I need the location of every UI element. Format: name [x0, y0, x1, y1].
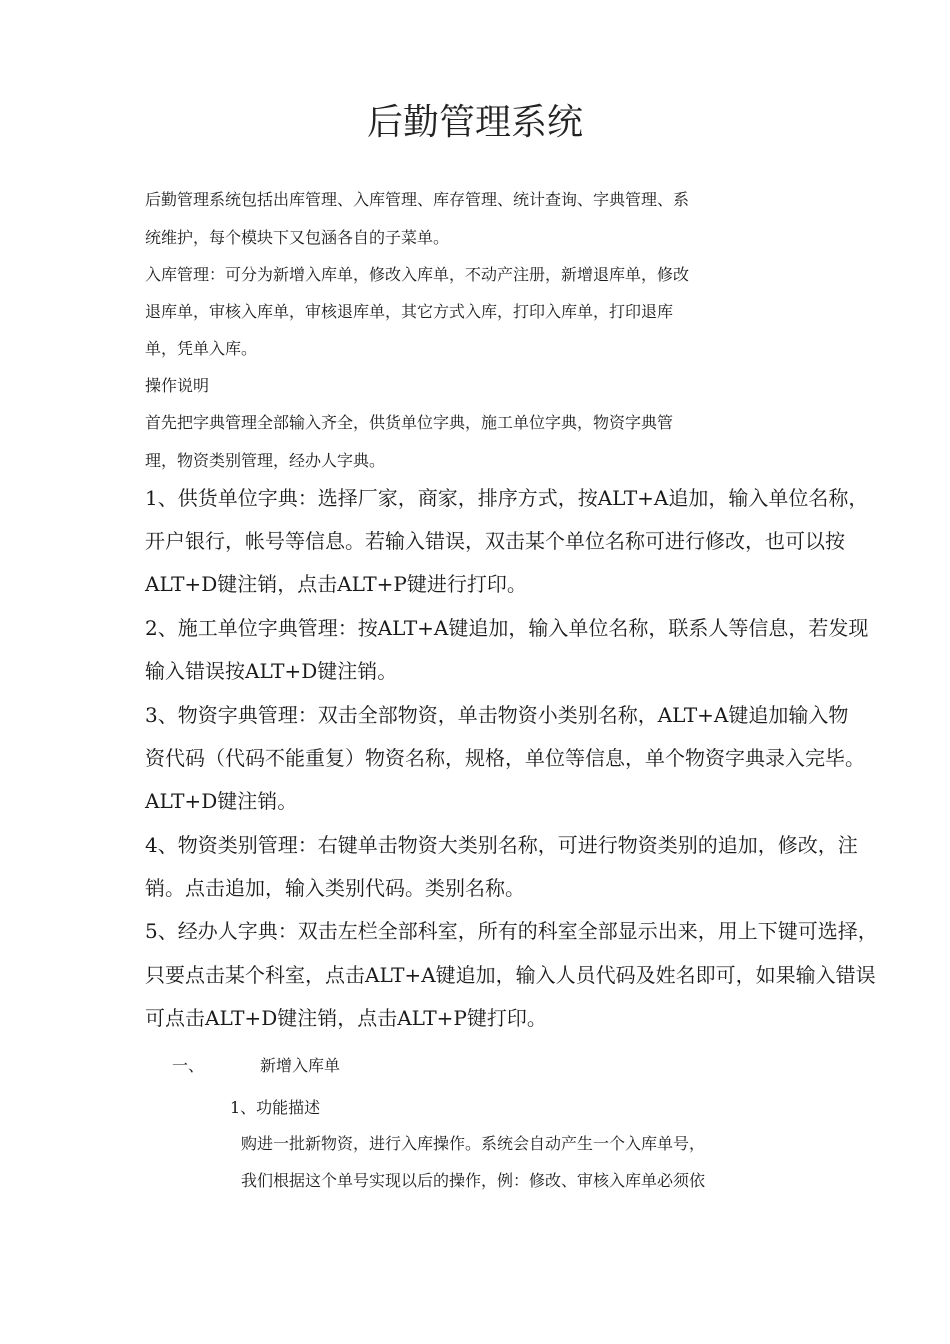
item-3-line-3: ALT+D键注销。: [145, 789, 298, 813]
intro-line-1: 后勤管理系统包括出库管理、入库管理、库存管理、统计查询、字典管理、系: [145, 190, 690, 209]
document-title: 后勤管理系统: [366, 102, 583, 143]
item-3-line-1: 3、物资字典管理：双击全部物资，单击物资小类别名称，ALT+A键追加输入物: [145, 703, 849, 727]
item-4-line-2: 销。点击追加，输入类别代码。类别名称。: [145, 876, 525, 900]
inbound-line-2: 退库单，审核入库单，审核退库单，其它方式入库，打印入库单，打印退库: [145, 302, 674, 321]
item-1-line-3: ALT+D键注销，点击ALT+P键进行打印。: [145, 572, 527, 596]
inbound-line-1: 入库管理：可分为新增入库单，修改入库单，不动产注册，新增退库单，修改: [145, 265, 690, 284]
section-heading: 新增入库单: [260, 1056, 341, 1075]
item-2-line-1: 2、施工单位字典管理：按ALT+A键追加，输入单位名称，联系人等信息，若发现: [145, 616, 869, 640]
item-5-line-2: 只要点击某个科室，点击ALT+A键追加，输入人员代码及姓名即可，如果输入错误: [145, 963, 876, 987]
section-number: 一、: [172, 1056, 205, 1075]
function-description-line-1: 购进一批新物资，进行入库操作。系统会自动产生一个入库单号，: [241, 1134, 706, 1153]
item-2-line-2: 输入错误按ALT+D键注销。: [145, 659, 398, 683]
function-description-line-2: 我们根据这个单号实现以后的操作，例：修改、审核入库单必须依: [241, 1171, 706, 1190]
item-5-line-3: 可点击ALT+D键注销，点击ALT+P键打印。: [145, 1006, 547, 1030]
inbound-line-3: 单，凭单入库。: [145, 339, 258, 358]
item-3-line-2: 资代码（代码不能重复）物资名称，规格，单位等信息，单个物资字典录入完毕。: [145, 746, 865, 770]
item-1-line-2: 开户银行，帐号等信息。若输入错误，双击某个单位名称可进行修改，也可以按: [145, 529, 845, 553]
instructions-line-1: 首先把字典管理全部输入齐全，供货单位字典，施工单位字典，物资字典管: [145, 413, 674, 432]
item-1-line-1: 1、供货单位字典：选择厂家，商家，排序方式，按ALT+A追加，输入单位名称，: [145, 486, 869, 510]
item-5-line-1: 5、经办人字典：双击左栏全部科室，所有的科室全部显示出来，用上下键可选择，: [145, 919, 878, 943]
intro-line-2: 统维护，每个模块下又包涵各自的子菜单。: [145, 228, 450, 247]
item-4-line-1: 4、物资类别管理：右键单击物资大类别名称，可进行物资类别的追加，修改，注: [145, 833, 858, 857]
instructions-line-2: 理，物资类别管理，经办人字典。: [145, 451, 386, 470]
instructions-heading: 操作说明: [145, 376, 210, 395]
function-description-heading: 1、功能描述: [230, 1098, 321, 1117]
